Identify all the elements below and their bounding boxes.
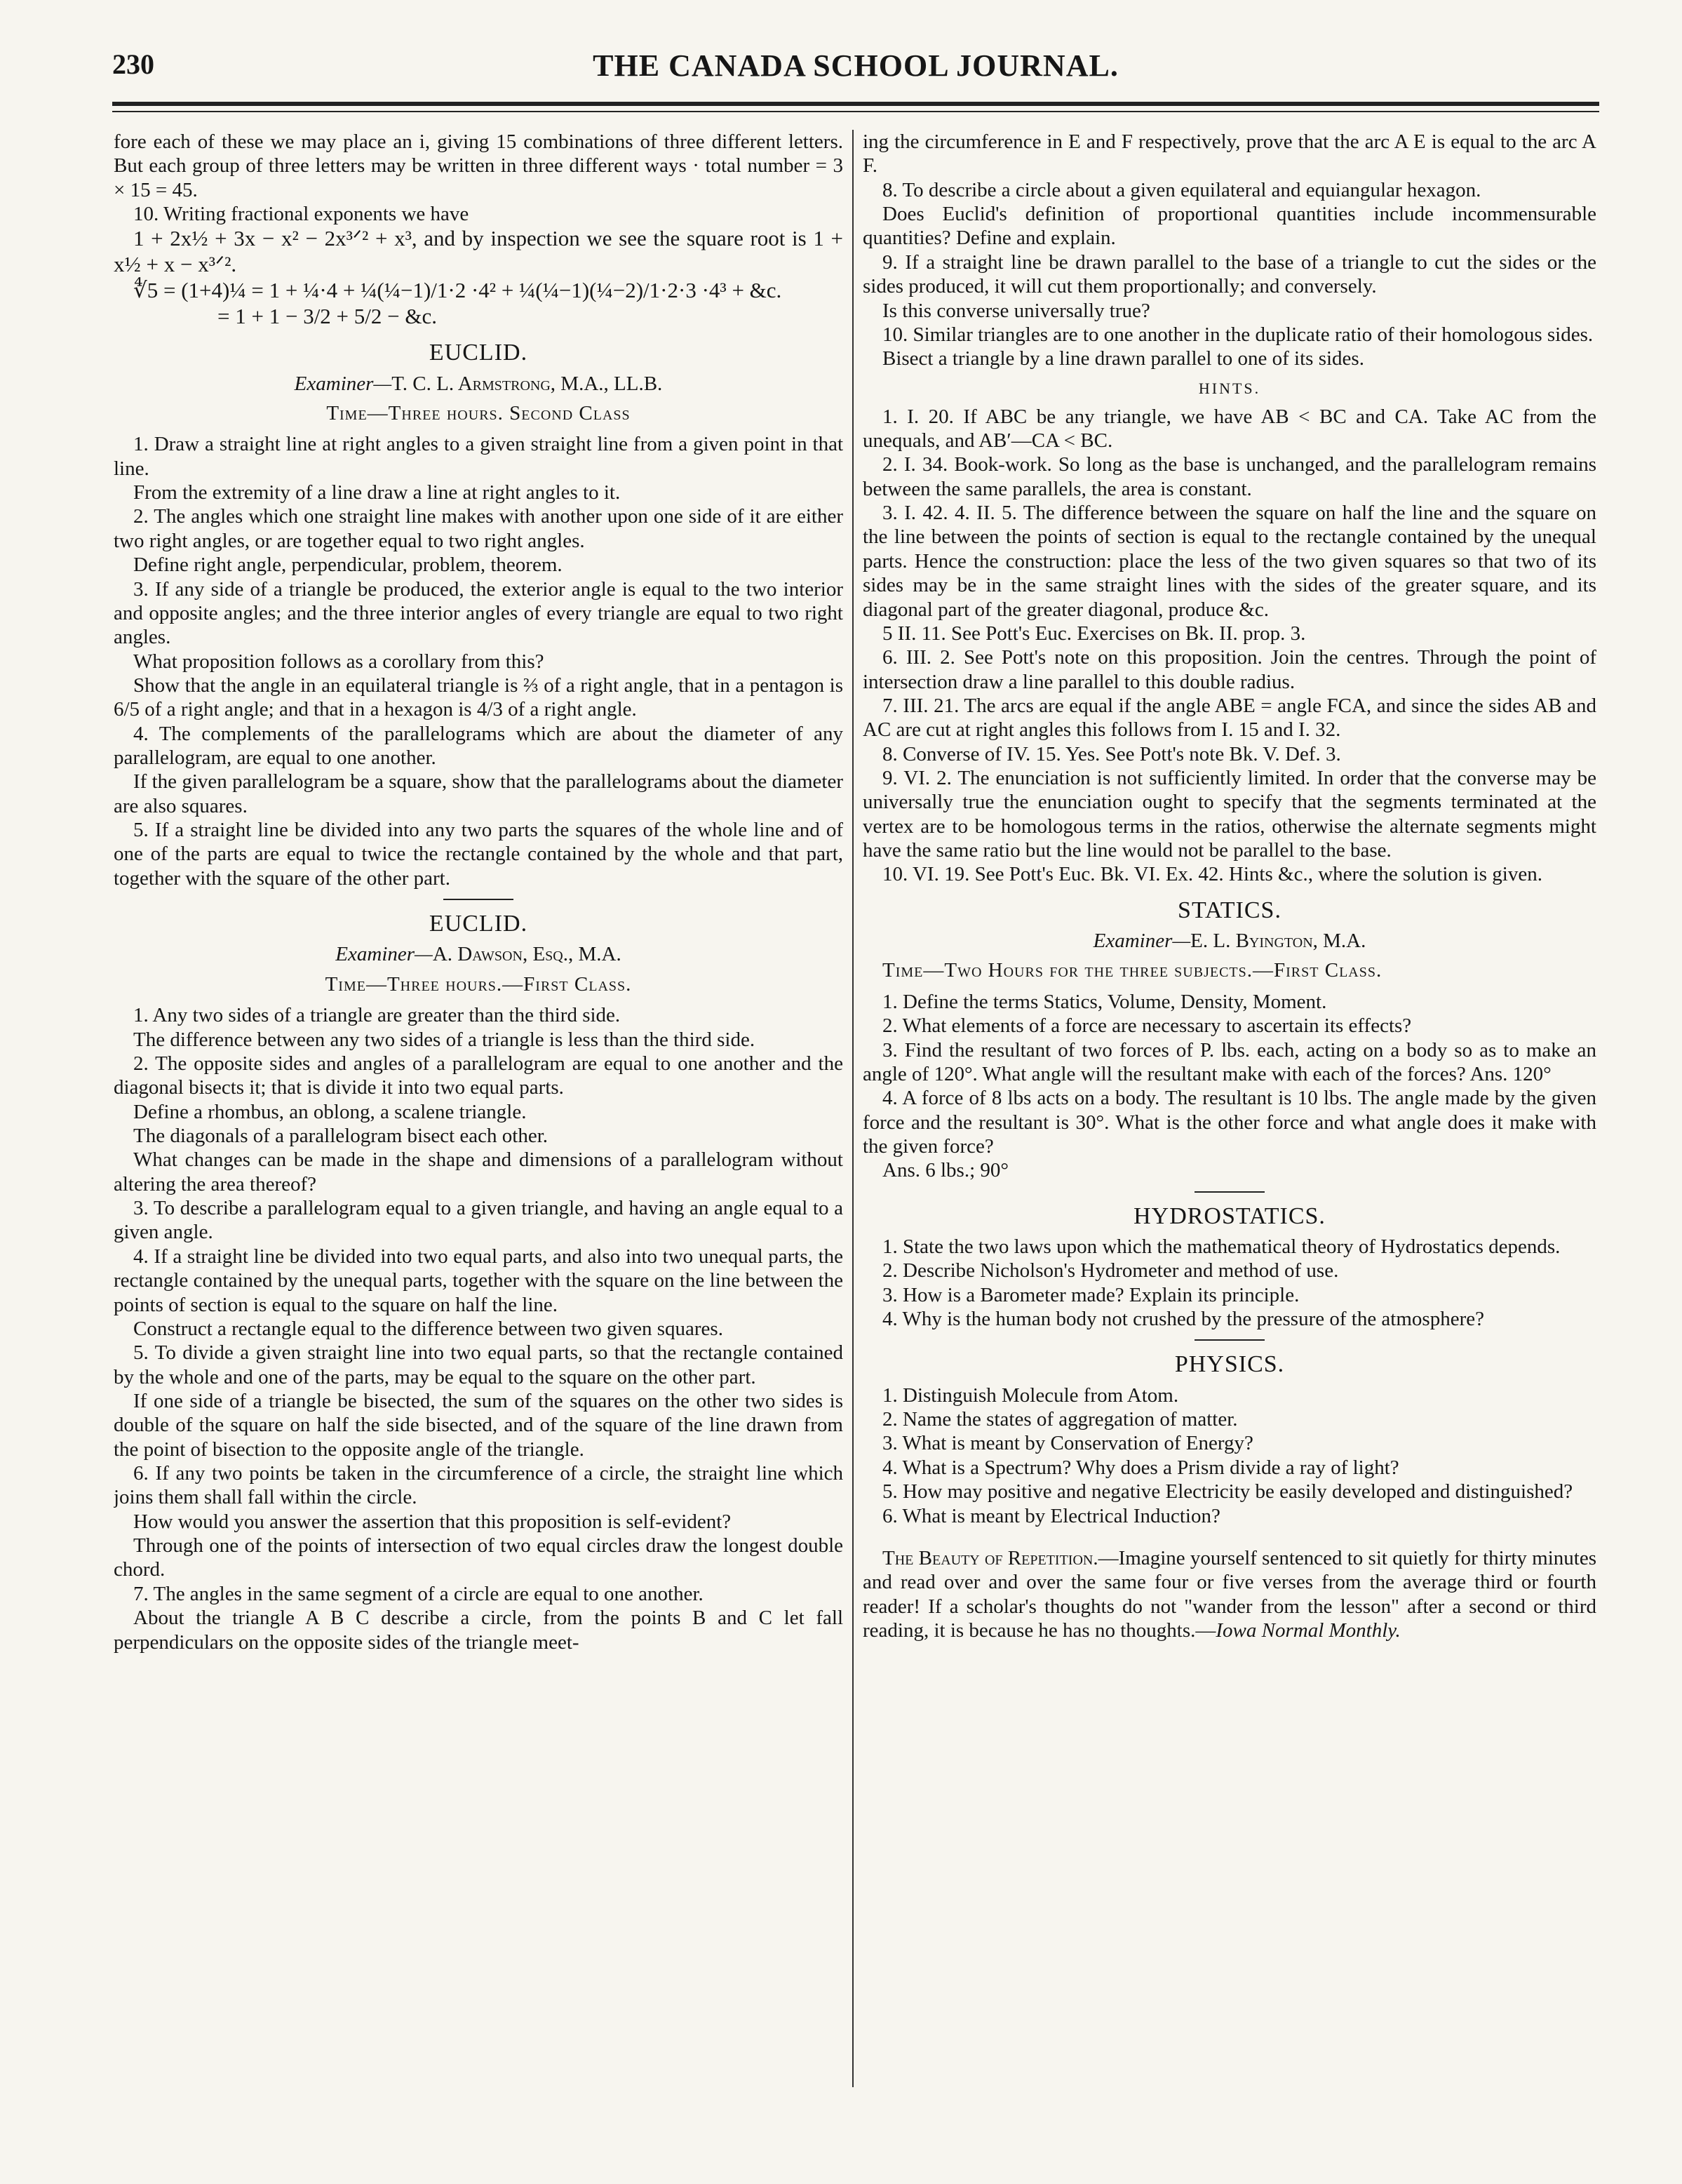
- essay-text: —Imagine yourself sentenced to sit quietly for thirty minutes and read over and over the same four or five verses from the average third or fourth reader! If a scholar's thoughts do not "wander from the lesson" after a second or third reading, it is because he has no thoughts.—: [863, 1546, 1596, 1642]
- question-paragraph: 2. The opposite sides and angles of a parallelogram are equal to one another and the diagonal bisects it; that is divide it into two equal parts.: [114, 1052, 843, 1099]
- quote-source: Iowa Normal Monthly.: [1216, 1619, 1401, 1642]
- question-paragraph: 4. The complements of the parallelograms which are about the diameter of any parallelogram, are equal to one another.: [114, 722, 843, 770]
- examiner-label: Examiner—: [335, 943, 433, 966]
- question-paragraph: Is this converse universally true?: [882, 299, 1150, 322]
- hint-paragraph: 2. I. 34. Book-work. So long as the base is unchanged, and the parallelogram remains between the same parallels, the area is constant.: [863, 453, 1596, 500]
- examiner-name: E. L. Byington, M.A.: [1190, 930, 1366, 953]
- question-paragraph: 10. Similar triangles are to one another in the duplicate ratio of their homologous sides.: [882, 323, 1594, 346]
- question-paragraph: 4. A force of 8 lbs acts on a body. The resultant is 10 lbs. The angle made by the given force and the resultant is 30°. What is the other force and what angle does it make with the given force?: [863, 1087, 1596, 1158]
- question-paragraph: 5. How may positive and negative Electricity be easily developed and distinguished?: [882, 1480, 1573, 1503]
- time-line: Time—Three hours.—First Class.: [325, 972, 632, 996]
- question-paragraph: 3. If any side of a triangle be produced, the exterior angle is equal to the two interior and opposite angles; and the three interior angles of every triangle are equal to two right angles.: [114, 577, 843, 649]
- question-paragraph: 2. What elements of a force are necessary to ascertain its effects?: [882, 1014, 1412, 1038]
- right-column: [863, 130, 1596, 2150]
- question-paragraph: The difference between any two sides of a triangle is less than the third side.: [133, 1028, 755, 1051]
- question-paragraph: Define a rhombus, an oblong, a scalene triangle.: [133, 1100, 527, 1123]
- question-paragraph: What changes can be made in the shape and dimensions of a parallelogram without altering the area thereof?: [114, 1148, 843, 1195]
- section-title-statics: STATICS.: [1178, 897, 1281, 923]
- question-paragraph: How would you answer the assertion that this proposition is self-evident?: [133, 1510, 732, 1533]
- question-paragraph: The diagonals of a parallelogram bisect each other.: [133, 1125, 549, 1147]
- examiner-line: [114, 942, 843, 966]
- question-paragraph: If the given parallelogram be a square, show that the parallelograms about the diameter are also squares.: [114, 770, 843, 817]
- hint-paragraph: 1. I. 20. If ABC be any triangle, we have AB < BC and CA. Take AC from the unequals, and AB′—CA < BC.: [863, 405, 1596, 453]
- hint-paragraph: 3. I. 42. 4. II. 5. The difference between the square on half the line and the square on the line between the points of section is equal to the rectangle contained by the unequal parts. Hence the construction: place the less of the two given squares so that two of its sides may be in the same straight lines with the sides of the greater square, and its diagonal part of the greater diagonal, produce &c.: [863, 502, 1596, 621]
- examiner-name: A. Dawson, Esq., M.A.: [432, 943, 621, 966]
- question-paragraph: 2. The angles which one straight line makes with another upon one side of it are either two right angles, or are together equal to two right angles.: [114, 505, 843, 552]
- question-paragraph: From the extremity of a line draw a line at right angles to it.: [133, 481, 621, 504]
- section-title-physics: PHYSICS.: [1174, 1351, 1285, 1378]
- question-list: [114, 432, 843, 890]
- question-paragraph: 4. What is a Spectrum? Why does a Prism divide a ray of light?: [882, 1456, 1399, 1479]
- time-line: Time—Three hours. Second Class: [326, 402, 631, 425]
- question-paragraph: Show that the angle in an equilateral triangle is ⅔ of a right angle, that in a pentagon is 6/5 of a right angle; and that in a hexagon is 4/3 of a right angle.: [114, 674, 843, 721]
- question-paragraph: 2. Describe Nicholson's Hydrometer and method of use.: [882, 1259, 1339, 1282]
- hints-title: HINTS.: [1198, 379, 1261, 397]
- hint-paragraph: 9. VI. 2. The enunciation is not sufficiently limited. In order that the converse may be universally true the enunciation ought to specify that the segments terminated at the vertex are to be homologous terms in the ratios, otherwise the alternate segments might have the same ratio but the line would not be parallel to the base.: [863, 767, 1596, 862]
- question-paragraph: Bisect a triangle by a line drawn parallel to one of its sides.: [882, 347, 1364, 370]
- hints-list: [863, 405, 1596, 887]
- question-paragraph: If one side of a triangle be bisected, the sum of the squares on the other two sides is double of the square on half the side bisected, and of the square of the line drawn from the point of bisection to the opposite angle of the triangle.: [114, 1389, 843, 1461]
- question-paragraph: 1. Draw a straight line at right angles to a given straight line from a given point in that line.: [114, 433, 843, 480]
- question-paragraph: 9. If a straight line be drawn parallel to the base of a triangle to cut the sides or the sides produced, it will cut them proportionally; and conversely.: [863, 250, 1596, 298]
- column-divider: [852, 130, 854, 2087]
- examiner-label: Examiner—: [294, 372, 392, 395]
- header-rule-thick: [112, 102, 1599, 106]
- question-paragraph: Define right angle, perpendicular, problem, theorem.: [133, 554, 563, 577]
- equation-line: 1 + 2x½ + 3x − x² − 2x³ᐟ² + x³, and by inspection we see the square root is 1 + x½ + x − x³ᐟ².: [114, 226, 843, 277]
- question-paragraph: 1. Any two sides of a triangle are greater than the third side.: [133, 1004, 621, 1027]
- header-rule-thin: [112, 111, 1599, 112]
- hint-paragraph: 10. VI. 19. See Pott's Euc. Bk. VI. Ex. 42. Hints &c., where the solution is given.: [882, 863, 1542, 886]
- page-header: [112, 42, 1599, 98]
- question-paragraph: 2. Name the states of aggregation of matter.: [882, 1408, 1238, 1431]
- question-list: [863, 1384, 1596, 1528]
- question-paragraph: 3. What is meant by Conservation of Energy?: [882, 1432, 1253, 1455]
- continuation-paragraph: ing the circumference in E and F respectively, prove that the arc A E is equal to the arc A F.: [863, 130, 1596, 177]
- question-paragraph: 8. To describe a circle about a given equilateral and equiangular hexagon.: [882, 178, 1481, 201]
- answer-paragraph: Ans. 6 lbs.; 90°: [882, 1159, 1009, 1182]
- question-paragraph: 6. If any two points be taken in the circumference of a circle, the straight line which joins them shall fall within the circle.: [114, 1462, 843, 1509]
- question-list: [863, 990, 1596, 1183]
- hint-paragraph: 5 II. 11. See Pott's Euc. Exercises on Bk. II. prop. 3.: [882, 622, 1306, 645]
- question-paragraph: 5. To divide a given straight line into two equal parts, so that the rectangle contained by the whole and one of the parts, may be equal to the square on the other part.: [114, 1341, 843, 1388]
- question-paragraph: 1. State the two laws upon which the mathematical theory of Hydrostatics depends.: [882, 1235, 1561, 1258]
- question-paragraph: Does Euclid's definition of proportional quantities include incommensurable quantities? Define and explain.: [863, 203, 1596, 250]
- examiner-label: Examiner—: [1093, 930, 1191, 953]
- journal-title: THE CANADA SCHOOL JOURNAL.: [593, 48, 1119, 83]
- section-divider: [443, 899, 513, 900]
- question-paragraph: 7. The angles in the same segment of a circle are equal to one another.: [133, 1582, 704, 1605]
- question-paragraph: 3. To describe a parallelogram equal to a given triangle, and having an angle equal to a given angle.: [114, 1197, 843, 1244]
- essay-lead: The Beauty of Repetition.: [882, 1546, 1098, 1569]
- section-divider: [1195, 1191, 1265, 1193]
- question-paragraph: 3. Find the resultant of two forces of P. lbs. each, acting on a body so as to make an angle of 120°. What angle will the resultant make with each of the forces? Ans. 120°: [863, 1038, 1596, 1085]
- question-paragraph: What proposition follows as a corollary from this?: [133, 650, 544, 673]
- left-column: [114, 130, 843, 2150]
- essay-paragraph: [863, 1546, 1596, 1642]
- section-title-euclid-second: EUCLID.: [429, 340, 528, 366]
- examiner-name: T. C. L. Armstrong, M.A., LL.B.: [391, 372, 663, 395]
- question-list: [114, 1003, 843, 1654]
- section-title-euclid-first: EUCLID.: [429, 911, 528, 937]
- hint-paragraph: 6. III. 2. See Pott's note on this proposition. Join the centres. Through the point of intersection draw a line parallel to this double radius.: [863, 646, 1596, 693]
- question-paragraph: 6. What is meant by Electrical Induction?: [882, 1504, 1220, 1527]
- equation-line: = 1 + 1 − 3/2 + 5/2 − &c.: [217, 303, 438, 328]
- time-line: Time—Two Hours for the three subjects.—First Class.: [882, 959, 1382, 982]
- question-paragraph: 4. Why is the human body not crushed by the pressure of the atmosphere?: [882, 1308, 1484, 1331]
- examiner-line: [863, 929, 1596, 953]
- question-paragraph: Construct a rectangle equal to the difference between two given squares.: [133, 1317, 723, 1340]
- question-paragraph: 1. Define the terms Statics, Volume, Density, Moment.: [882, 990, 1327, 1013]
- question-list: [863, 1235, 1596, 1331]
- hint-paragraph: 8. Converse of IV. 15. Yes. See Pott's note Bk. V. Def. 3.: [882, 742, 1341, 765]
- intro-paragraph: fore each of these we may place an i, giving 15 combinations of three different letters. But each group of three letters may be written in three different ways · total number = 3 × 15 = 45.: [114, 130, 843, 201]
- section-title-hydrostatics: HYDROSTATICS.: [1133, 1202, 1326, 1229]
- intro-paragraph: 10. Writing fractional exponents we have: [133, 203, 469, 226]
- question-paragraph: Through one of the points of intersection of two equal circles draw the longest double chord.: [114, 1534, 843, 1581]
- equation-line: ∜5 = (1+4)¼ = 1 + ¼·4 + ¼(¼−1)/1·2 ·4² + ¼(¼−1)(¼−2)/1·2·3 ·4³ + &c.: [133, 277, 782, 302]
- question-paragraph: 4. If a straight line be divided into two equal parts, and also into two unequal parts, the rectangle contained by the unequal parts, together with the square on the line between the points of section is equal to the square on half the line.: [114, 1245, 843, 1316]
- question-paragraph: About the triangle A B C describe a circle, from the points B and C let fall perpendiculars on the opposite sides of the triangle meet-: [114, 1607, 843, 1654]
- question-paragraph: 5. If a straight line be divided into any two parts the squares of the whole line and of one of the parts are equal to twice the rectangle contained by the whole and that part, together with the square of the other part.: [114, 819, 843, 890]
- question-paragraph: 1. Distinguish Molecule from Atom.: [882, 1384, 1179, 1407]
- examiner-line: [114, 372, 843, 396]
- section-divider: [1195, 1339, 1265, 1341]
- spacer: [863, 1528, 1596, 1546]
- page-number: 230: [112, 48, 154, 80]
- question-paragraph: 3. How is a Barometer made? Explain its principle.: [882, 1283, 1300, 1306]
- hint-paragraph: 7. III. 21. The arcs are equal if the angle ABE = angle FCA, and since the sides AB and AC are cut at right angles this follows from I. 15 and I. 32.: [863, 694, 1596, 742]
